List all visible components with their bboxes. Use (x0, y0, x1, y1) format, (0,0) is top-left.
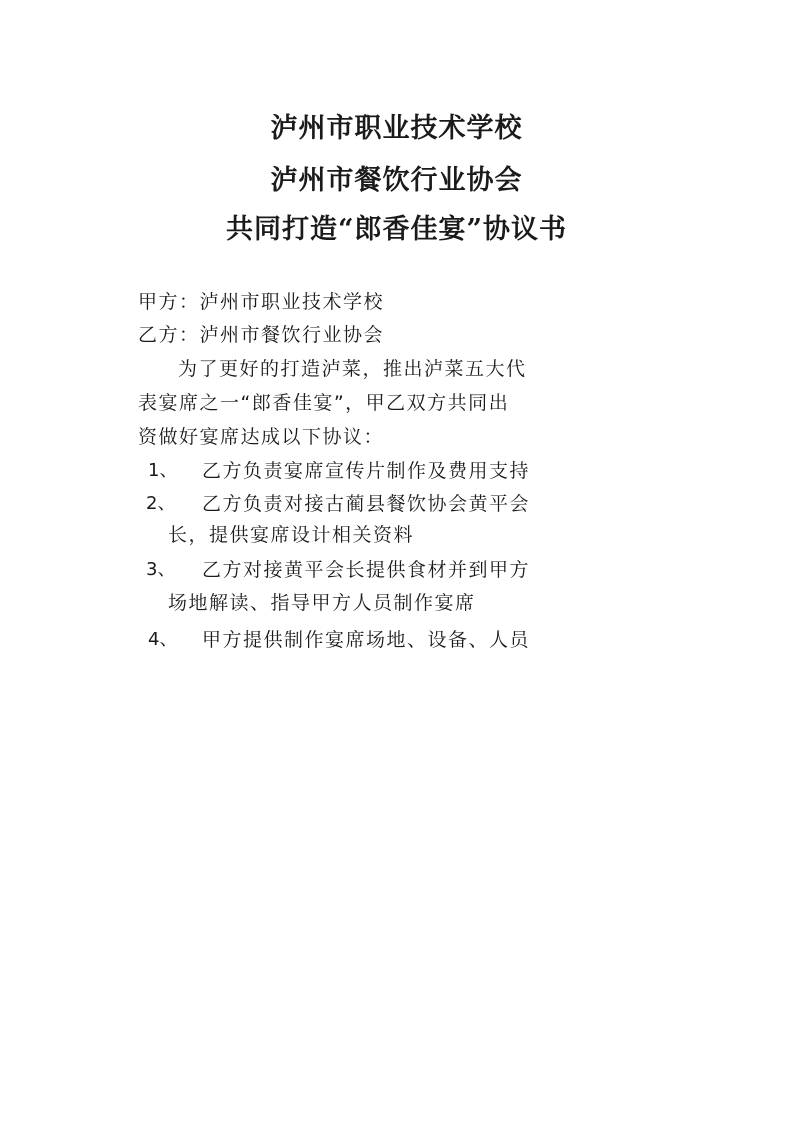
document-title-school: 泸州市职业技术学校 (270, 113, 523, 144)
document-title-agreement: 共同打造“郎香佳宴”协议书 (225, 214, 568, 245)
clause-text-continuation: 场地解读、指导甲方人员制作宴席 (168, 592, 476, 614)
clause-number: 3、 (146, 559, 176, 580)
clause-cut-off (138, 626, 598, 651)
clause-number: 2、 (146, 493, 176, 514)
clause-text-continuation: 长，提供宴席设计相关资料 (168, 524, 415, 546)
clause-number: 1、 (148, 460, 178, 481)
party-b-line: 乙方：泸州市餐饮行业协会 (138, 324, 385, 346)
intro-paragraph-line: 资做好宴席达成以下协议： (138, 426, 385, 448)
clause-text: 乙方负责对接古蔺县餐饮协会黄平会 (202, 493, 531, 515)
clause-text: 甲方提供制作宴席场地、设备、人员 (202, 629, 531, 651)
intro-paragraph-line: 为了更好的打造泸菜，推出泸菜五大代 (178, 358, 527, 380)
party-a-line: 甲方：泸州市职业技术学校 (138, 291, 385, 313)
clause-text: 乙方对接黄平会长提供食材并到甲方 (202, 559, 531, 581)
intro-paragraph-line: 表宴席之一“郎香佳宴”，甲乙双方共同出 (138, 392, 510, 414)
clause-text: 乙方负责宴席宣传片制作及费用支持 (202, 460, 531, 482)
clause-number: 4、 (148, 629, 178, 650)
document-title-association: 泸州市餐饮行业协会 (270, 165, 523, 196)
